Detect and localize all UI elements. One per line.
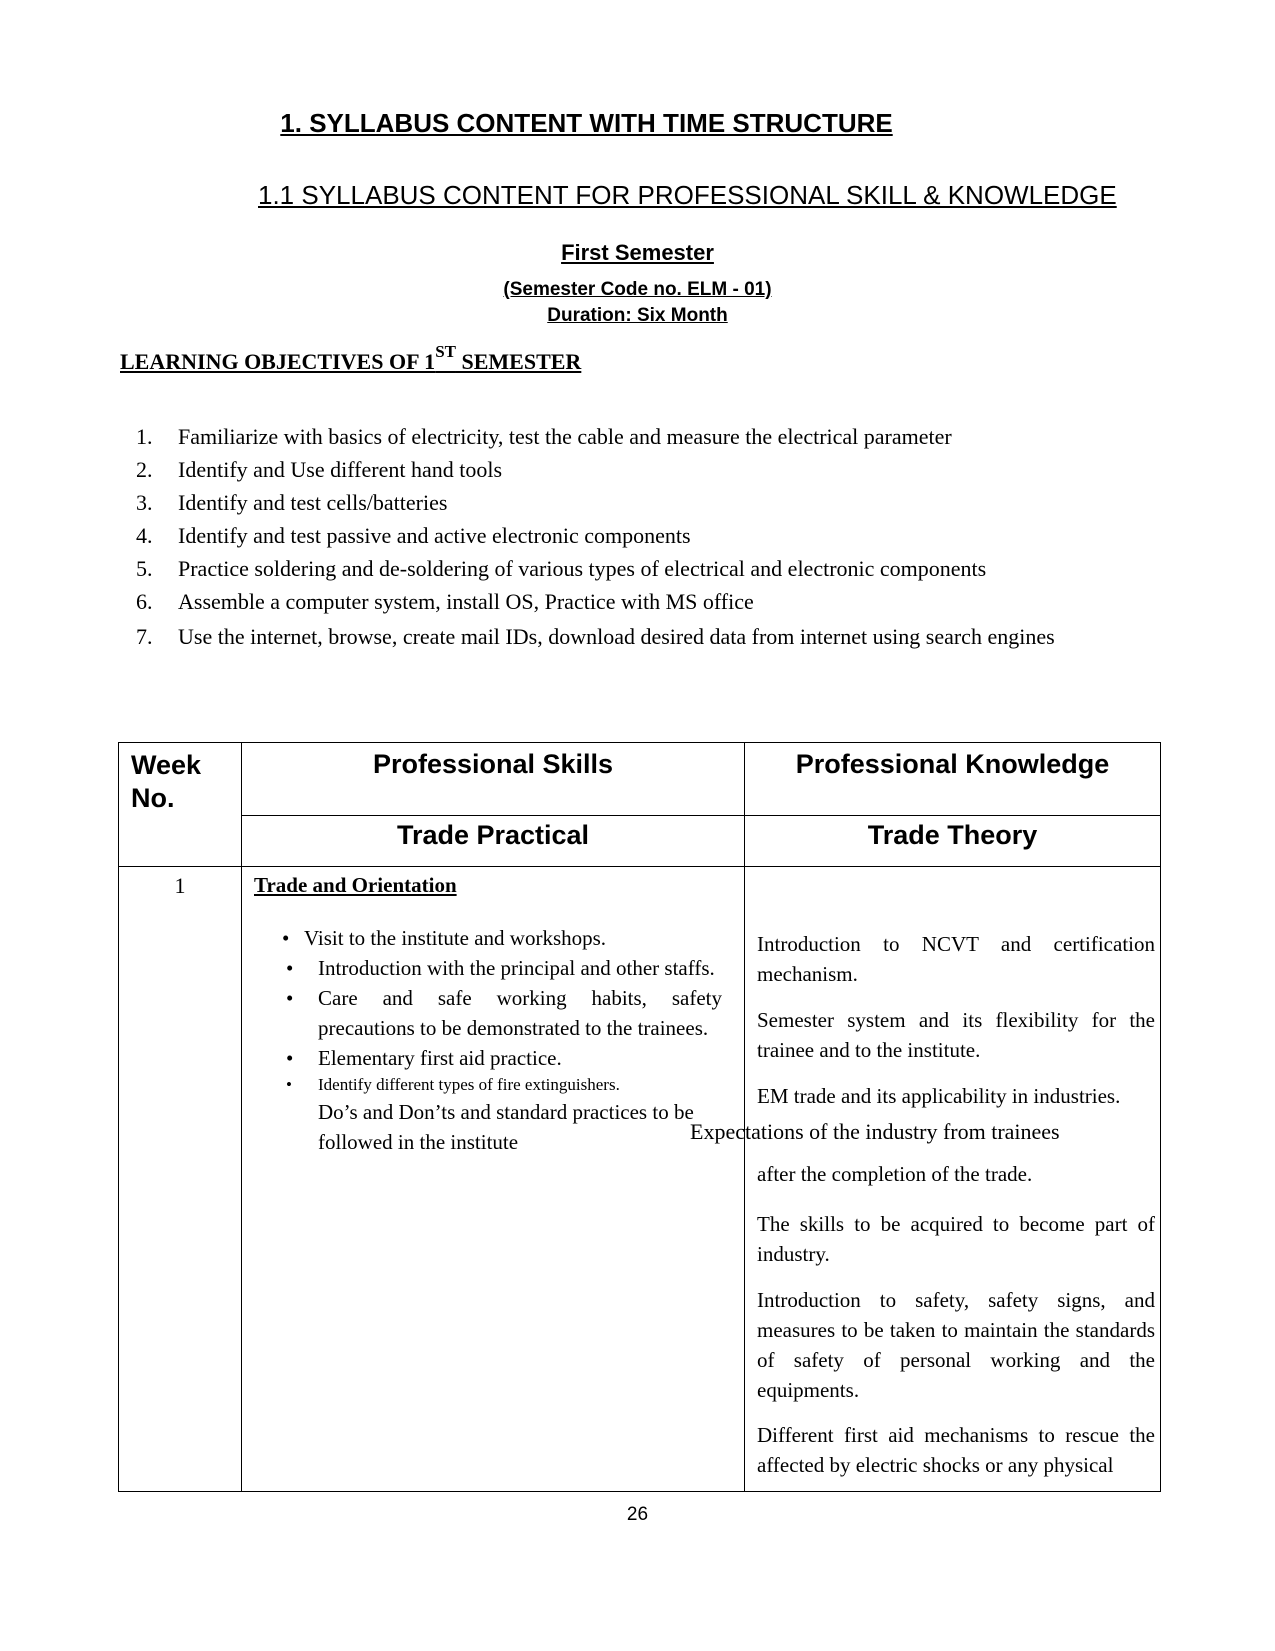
week-header: Week No. — [119, 743, 242, 867]
section-title: Trade and Orientation — [254, 873, 457, 897]
theory-item: The skills to be acquired to become part of industry. — [757, 1212, 1155, 1266]
objectives-heading: LEARNING OBJECTIVES OF 1ST SEMESTER — [120, 341, 582, 374]
page-number: 26 — [626, 1504, 649, 1525]
objective-item: 7. Use the internet, browse, create mail IDs, download desired data from internet using search engines — [136, 624, 1055, 649]
objective-item: 5. Practice soldering and de-soldering of various types of electrical and electronic components — [136, 556, 987, 581]
objective-item: 6. Assemble a computer system, install OS, Practice with MS office — [136, 589, 754, 614]
theory-item: Different first aid mechanisms to rescue the affected by electric shocks or any physical — [757, 1423, 1155, 1477]
practical-cell — [242, 867, 745, 1492]
practical-header: Trade Practical — [242, 816, 745, 867]
skill-item: • Elementary first aid practice. — [282, 1043, 722, 1073]
semester-title: First Semester — [561, 240, 714, 265]
theory-item: Introduction to safety, safety signs, and measures to be taken to maintain the standards of safety of personal working and the equipments. — [757, 1288, 1155, 1402]
skill-item: • Identify different types of fire extinguishers. — [282, 1073, 722, 1097]
skills-list — [282, 923, 722, 1157]
week-number: 1 — [119, 867, 242, 1492]
semester-code: (Semester Code no. ELM - 01) — [503, 279, 772, 300]
theory-item: Expectations of the industry from trainees — [690, 1119, 1060, 1144]
objective-item: 2. Identify and Use different hand tools — [136, 457, 503, 482]
page-heading: 1. SYLLABUS CONTENT WITH TIME STRUCTURE — [280, 108, 893, 138]
skill-item: • Care and safe working habits, safety precautions to be demonstrated to the trainees. — [282, 983, 722, 1043]
knowledge-header: Professional Knowledge — [745, 743, 1161, 816]
theory-cell — [690, 867, 1161, 1492]
objective-item: 4. Identify and test passive and active electronic components — [136, 523, 691, 548]
theory-item: Introduction to NCVT and certification mechanism. — [757, 932, 1155, 986]
theory-item: EM trade and its applicability in industries. — [757, 1084, 1121, 1108]
skill-note: Do’s and Don’ts and standard practices to be followed in the institute — [318, 1100, 694, 1154]
objective-item: 3. Identify and test cells/batteries — [136, 490, 448, 515]
objectives-list — [136, 420, 1136, 650]
objective-item: 1. Familiarize with basics of electricity, test the cable and measure the electrical parameter — [136, 424, 952, 449]
skills-header: Professional Skills — [242, 743, 745, 816]
theory-item: after the completion of the trade. — [757, 1162, 1033, 1186]
semester-duration: Duration: Six Month — [547, 305, 728, 326]
page-subheading: 1.1 SYLLABUS CONTENT FOR PROFESSIONAL SKILL & KNOWLEDGE — [258, 180, 1117, 210]
theory-item: Semester system and its flexibility for the trainee and to the institute. — [757, 1008, 1155, 1062]
theory-header: Trade Theory — [745, 816, 1161, 867]
skill-item: • Introduction with the principal and other staffs. — [282, 953, 722, 983]
syllabus-table — [118, 742, 1161, 1492]
skill-item: • Visit to the institute and workshops. — [282, 923, 722, 953]
